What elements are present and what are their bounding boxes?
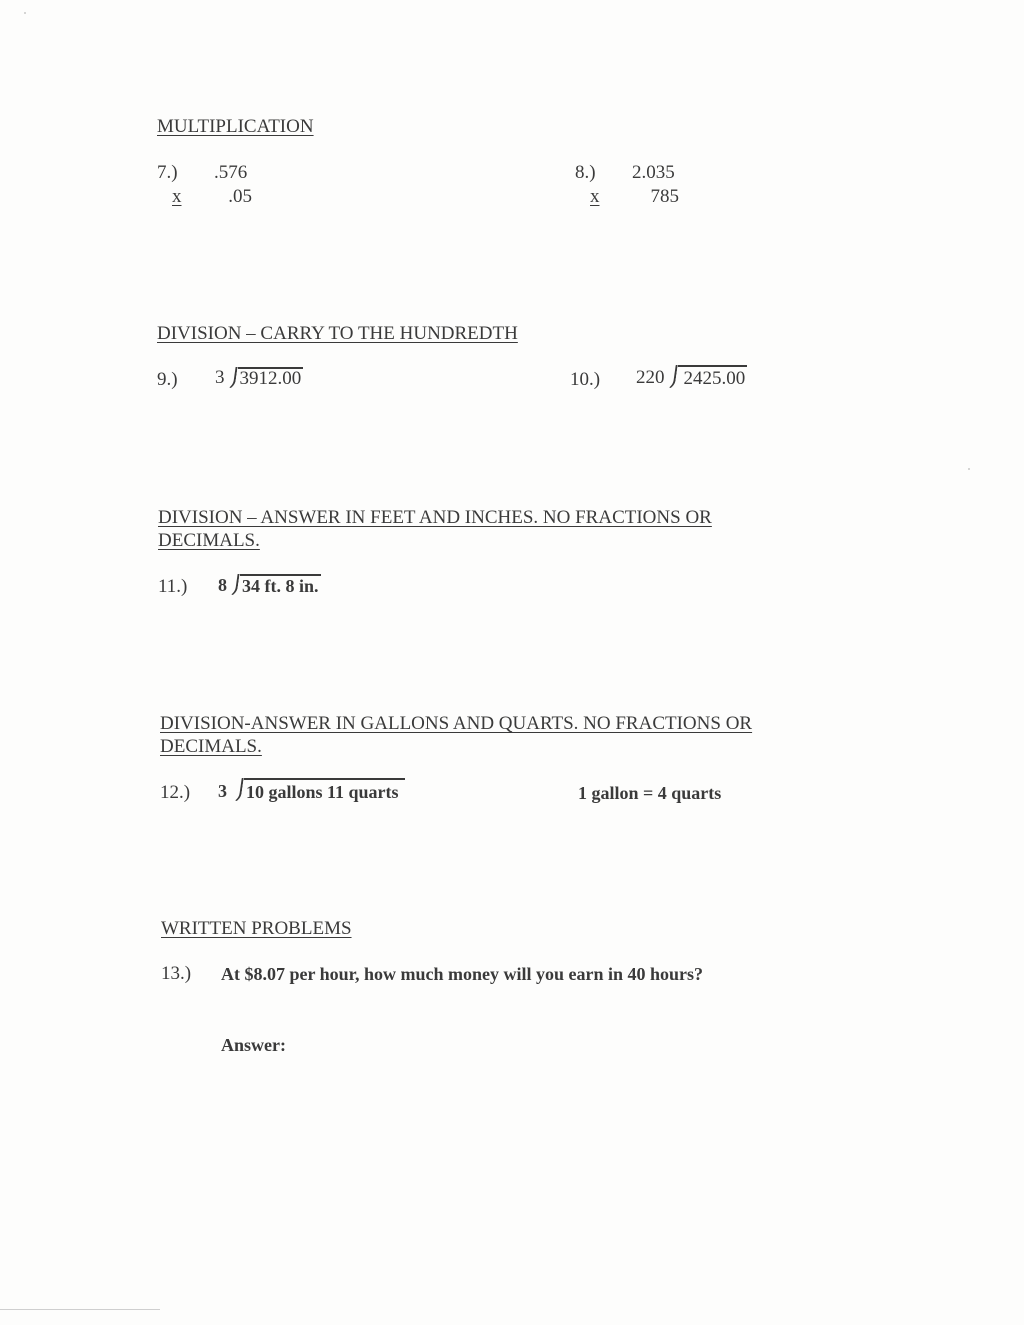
division-bracket-icon [229,778,244,803]
problem-9-dividend: 3912.00 [239,368,302,389]
problem-10-dividend: 2425.00 [678,365,748,391]
division-bracket-icon [223,367,237,390]
problem-11-long-division [218,574,321,597]
written-problems-heading: WRITTEN PROBLEMS [161,918,352,939]
problem-12-long-division [218,778,405,804]
problem-11-number: 11.) [158,576,188,597]
problem-9-long-division [215,367,303,390]
problem-11-divisor: 8 [218,575,227,595]
problem-9-number: 9.) [157,369,178,390]
problem-10-divisor: 220 [636,367,665,388]
problem-13-number: 13.) [161,963,192,984]
problem-12-dividend: 10 gallons 11 quarts [244,778,405,804]
division-bracket-icon [663,365,678,390]
problem-8-bottom-operand: 785 [650,186,679,207]
problem-12-hint: 1 gallon = 4 quarts [578,783,722,803]
division-gallons-heading-line2: DECIMALS. [160,736,262,757]
problem-12-divisor: 3 [218,781,227,801]
scan-speck [968,468,970,470]
problem-7-operator: x [172,186,182,207]
problem-10-number: 10.) [570,369,601,390]
problem-12-number: 12.) [160,782,191,803]
problem-7-bottom-operand: .05 [228,186,252,207]
problem-13-answer-label: Answer: [221,1035,286,1055]
problem-8-operator: x [590,186,600,207]
multiplication-heading: MULTIPLICATION [157,116,314,137]
division-feet-heading-line1: DIVISION – ANSWER IN FEET AND INCHES. NO FRACTIONS OR [158,507,712,528]
problem-13-question: At $8.07 per hour, how much money will you earn in 40 hours? [221,964,704,984]
problem-8-bottom-row [590,186,679,208]
problem-8-top-operand: 2.035 [632,162,675,183]
division-bracket-icon [225,574,239,597]
problem-11-dividend: 34 ft. 8 in. [242,576,319,596]
scan-edge-line [0,1309,160,1310]
division-hundredth-heading: DIVISION – CARRY TO THE HUNDREDTH [157,323,518,344]
problem-9-divisor: 3 [215,367,225,388]
division-feet-heading-line2: DECIMALS. [158,530,260,551]
division-gallons-heading-line1: DIVISION-ANSWER IN GALLONS AND QUARTS. NO FRACTIONS OR [160,713,753,734]
problem-7-top-operand: .576 [214,162,248,183]
problem-7-bottom-row [172,186,252,208]
problem-8-number: 8.) [575,162,596,183]
scan-speck [24,12,26,14]
problem-7-number: 7.) [157,162,178,183]
problem-10-long-division [636,365,747,391]
